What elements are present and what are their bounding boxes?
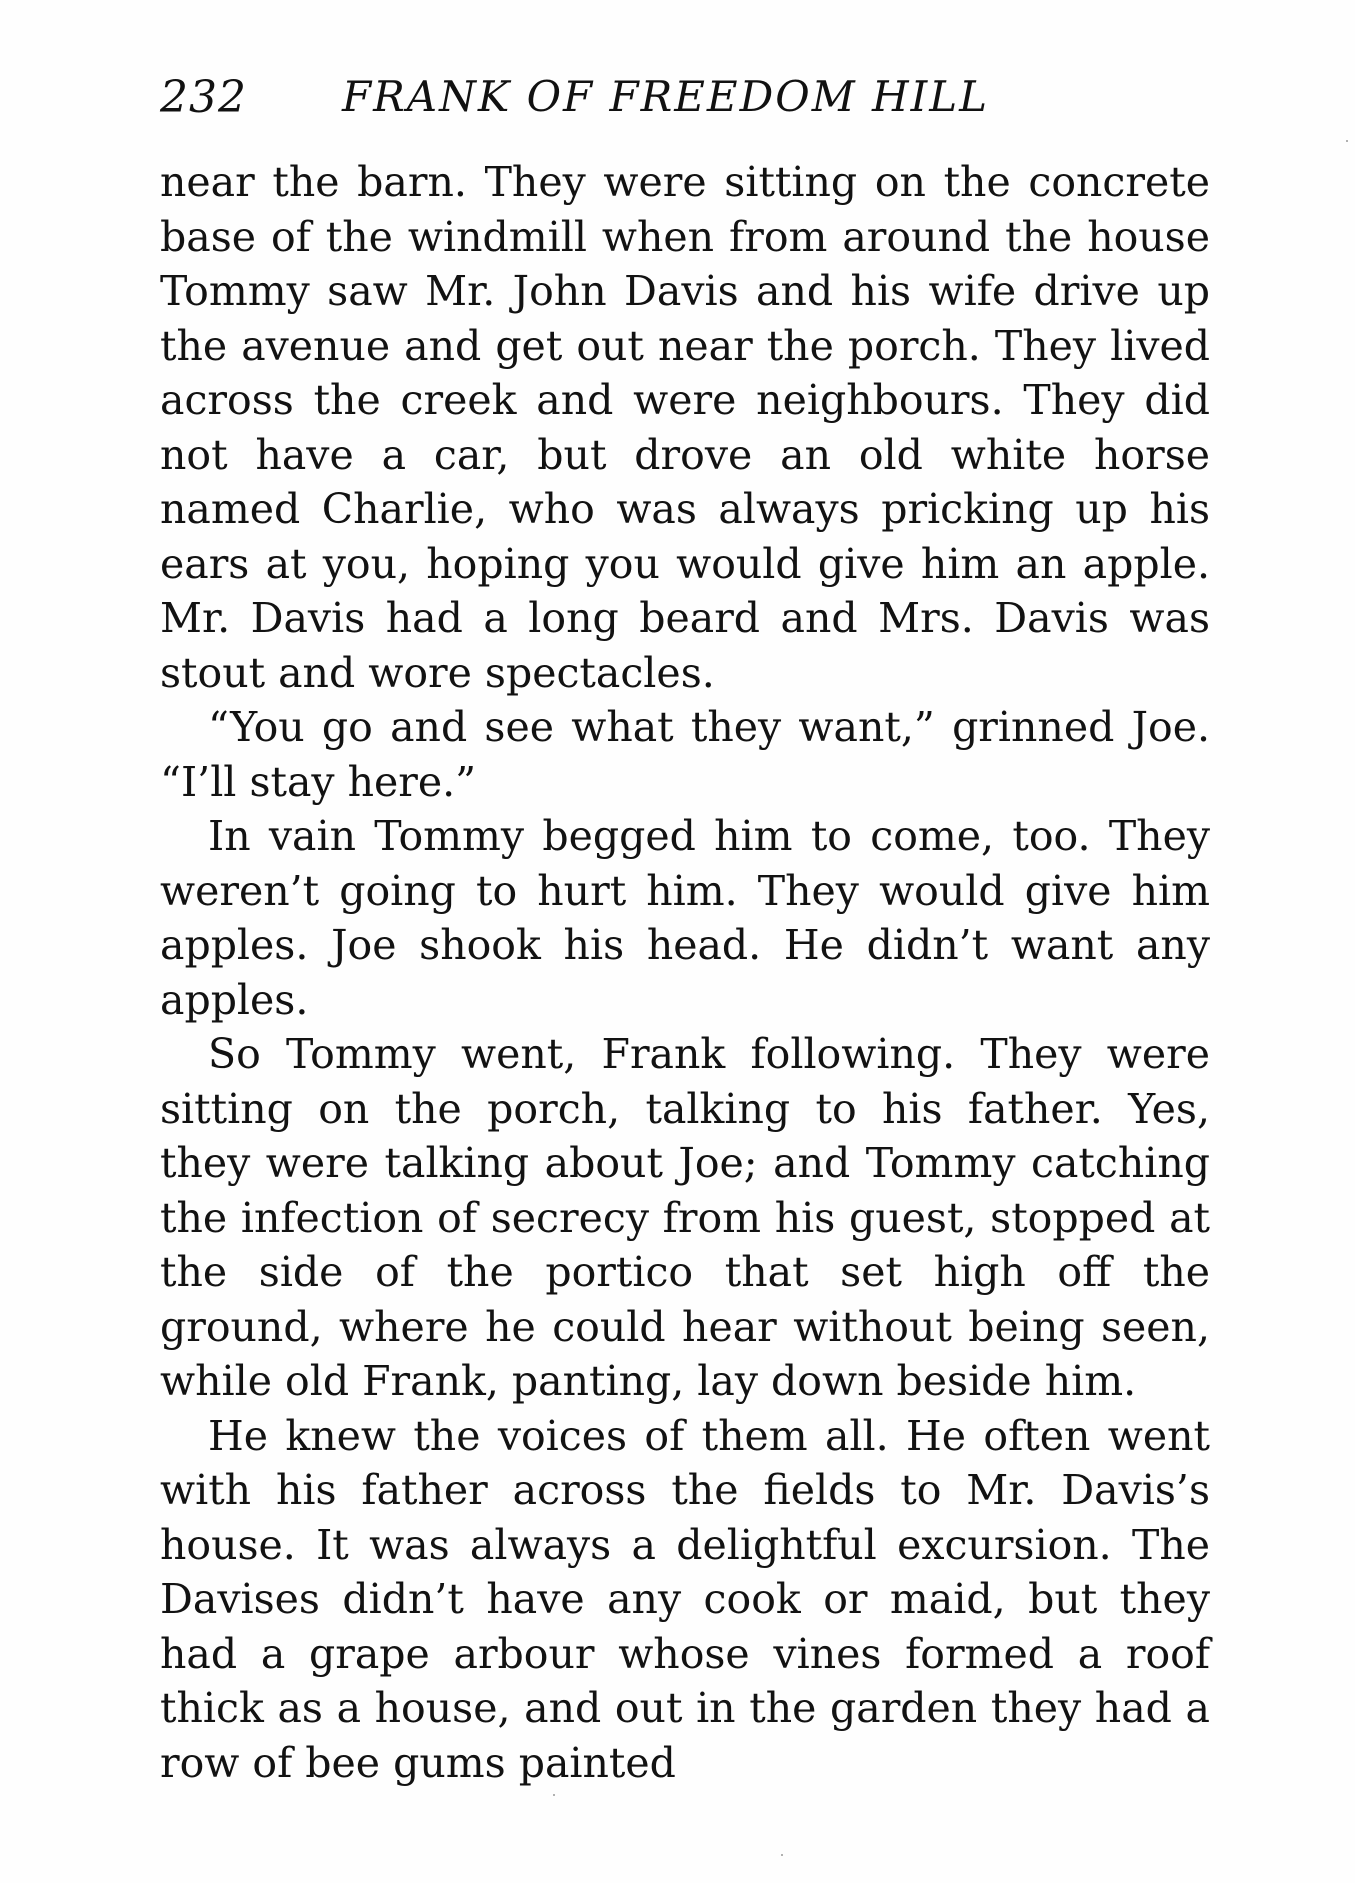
scan-speck <box>553 1794 555 1796</box>
scan-speck <box>781 1854 783 1856</box>
paragraph-2: “You go and see what they want,” grinned Joe. “I’ll stay here.” <box>160 703 1210 806</box>
paragraph-1: near the barn. They were sitting on the concrete base of the windmill when from around the house Tommy saw Mr. John Davis and his wife drive up the avenue and get out near the porch. They lived across the creek and were neighbours. They did not have a car, but drove an old white horse named Charlie, who was always pricking up his ears at you, hoping you would give him an apple. Mr. Davis had a long beard and Mrs. Davis was stout and wore spectacles. <box>160 158 1210 697</box>
running-title: FRANK OF FREEDOM HILL <box>342 72 990 121</box>
paragraph-5: He knew the voices of them all. He often went with his father across the fields to Mr. Davis’s house. It was always a delightful excursion. The Davises didn’t have any cook or maid, but they had a grape arbour whose vines formed a roof thick as a house, and out in the garden they had a row of bee gums painted <box>160 1411 1210 1787</box>
body-text <box>160 155 1210 1790</box>
paragraph-3: In vain Tommy begged him to come, too. They weren’t going to hurt him. They would give him apples. Joe shook his head. He didn’t want any apples. <box>160 812 1210 1024</box>
scan-speck <box>1346 140 1348 142</box>
paragraph-4: So Tommy went, Frank following. They were sitting on the porch, talking to his father. Yes, they were talking about Joe; and Tommy catching the infection of secrecy from his guest, stopped at the side of the portico that set high off the ground, where he could hear without being seen, while old Frank, panting, lay down beside him. <box>160 1030 1210 1405</box>
page-header <box>160 72 1210 132</box>
page-number: 232 <box>160 72 247 123</box>
